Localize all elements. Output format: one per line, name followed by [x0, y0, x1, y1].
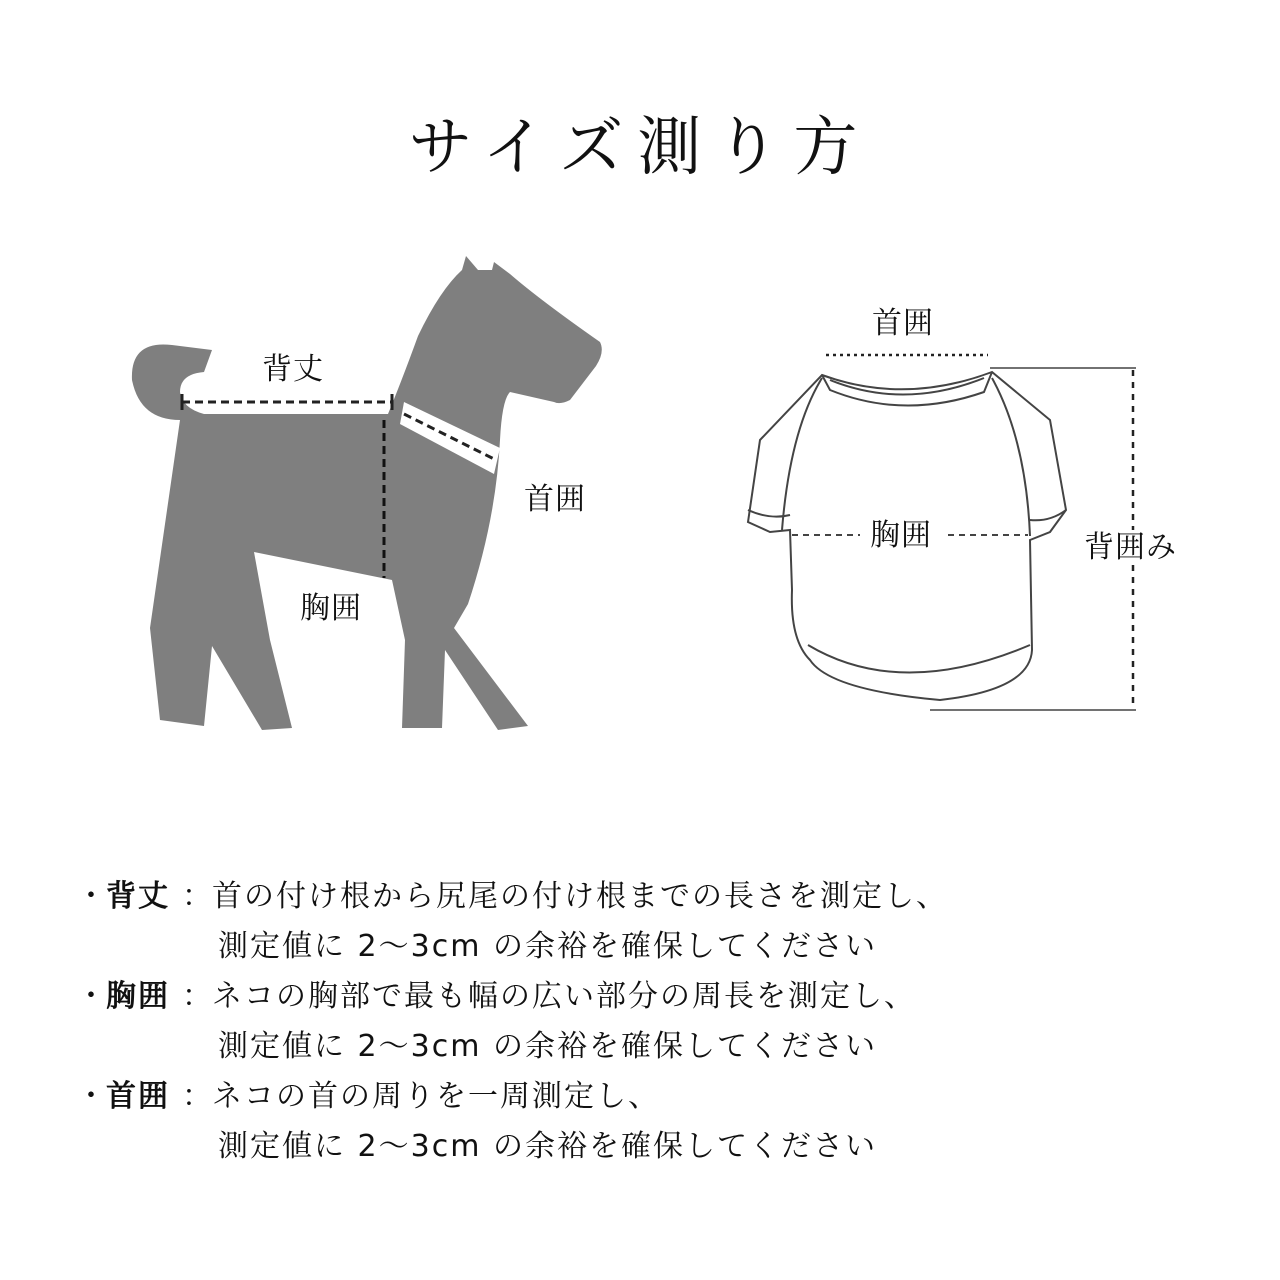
bullet: ・	[76, 1079, 108, 1114]
shirt-neck-label: 首囲	[872, 306, 934, 341]
note-term: 背丈	[106, 879, 170, 914]
page-title: サイズ測り方	[408, 111, 872, 185]
note-colon: ：	[182, 879, 214, 914]
shirt-chest-label: 胸囲	[870, 518, 932, 553]
note-chest	[70, 972, 1220, 1022]
note-neck-cont	[70, 1122, 1220, 1172]
note-term: 首囲	[106, 1079, 170, 1114]
measurement-notes	[70, 872, 1220, 1172]
note-text: ネコの首の周りを一周測定し、	[212, 1079, 660, 1114]
note-text: ネコの胸部で最も幅の広い部分の周長を測定し、	[212, 979, 916, 1014]
bullet: ・	[76, 979, 108, 1014]
note-text: 測定値に 2〜3cm の余裕を確保してください	[218, 1029, 877, 1064]
note-colon: ：	[182, 1079, 214, 1114]
note-back-length-cont	[70, 922, 1220, 972]
note-back-length	[70, 872, 1220, 922]
shirt-back-label: 背囲み	[1084, 530, 1177, 565]
dog-back-length-label: 背丈	[262, 352, 324, 387]
note-text: 首の付け根から尻尾の付け根までの長さを測定し、	[212, 879, 948, 914]
bullet: ・	[76, 879, 108, 914]
note-colon: ：	[182, 979, 214, 1014]
note-text: 測定値に 2〜3cm の余裕を確保してください	[218, 929, 877, 964]
note-text: 測定値に 2〜3cm の余裕を確保してください	[218, 1129, 877, 1164]
back-length-line	[182, 394, 392, 410]
note-term: 胸囲	[106, 979, 170, 1014]
note-neck	[70, 1072, 1220, 1122]
dog-chest-label: 胸囲	[300, 591, 362, 626]
dog-neck-label: 首囲	[524, 482, 586, 517]
note-chest-cont	[70, 1022, 1220, 1072]
